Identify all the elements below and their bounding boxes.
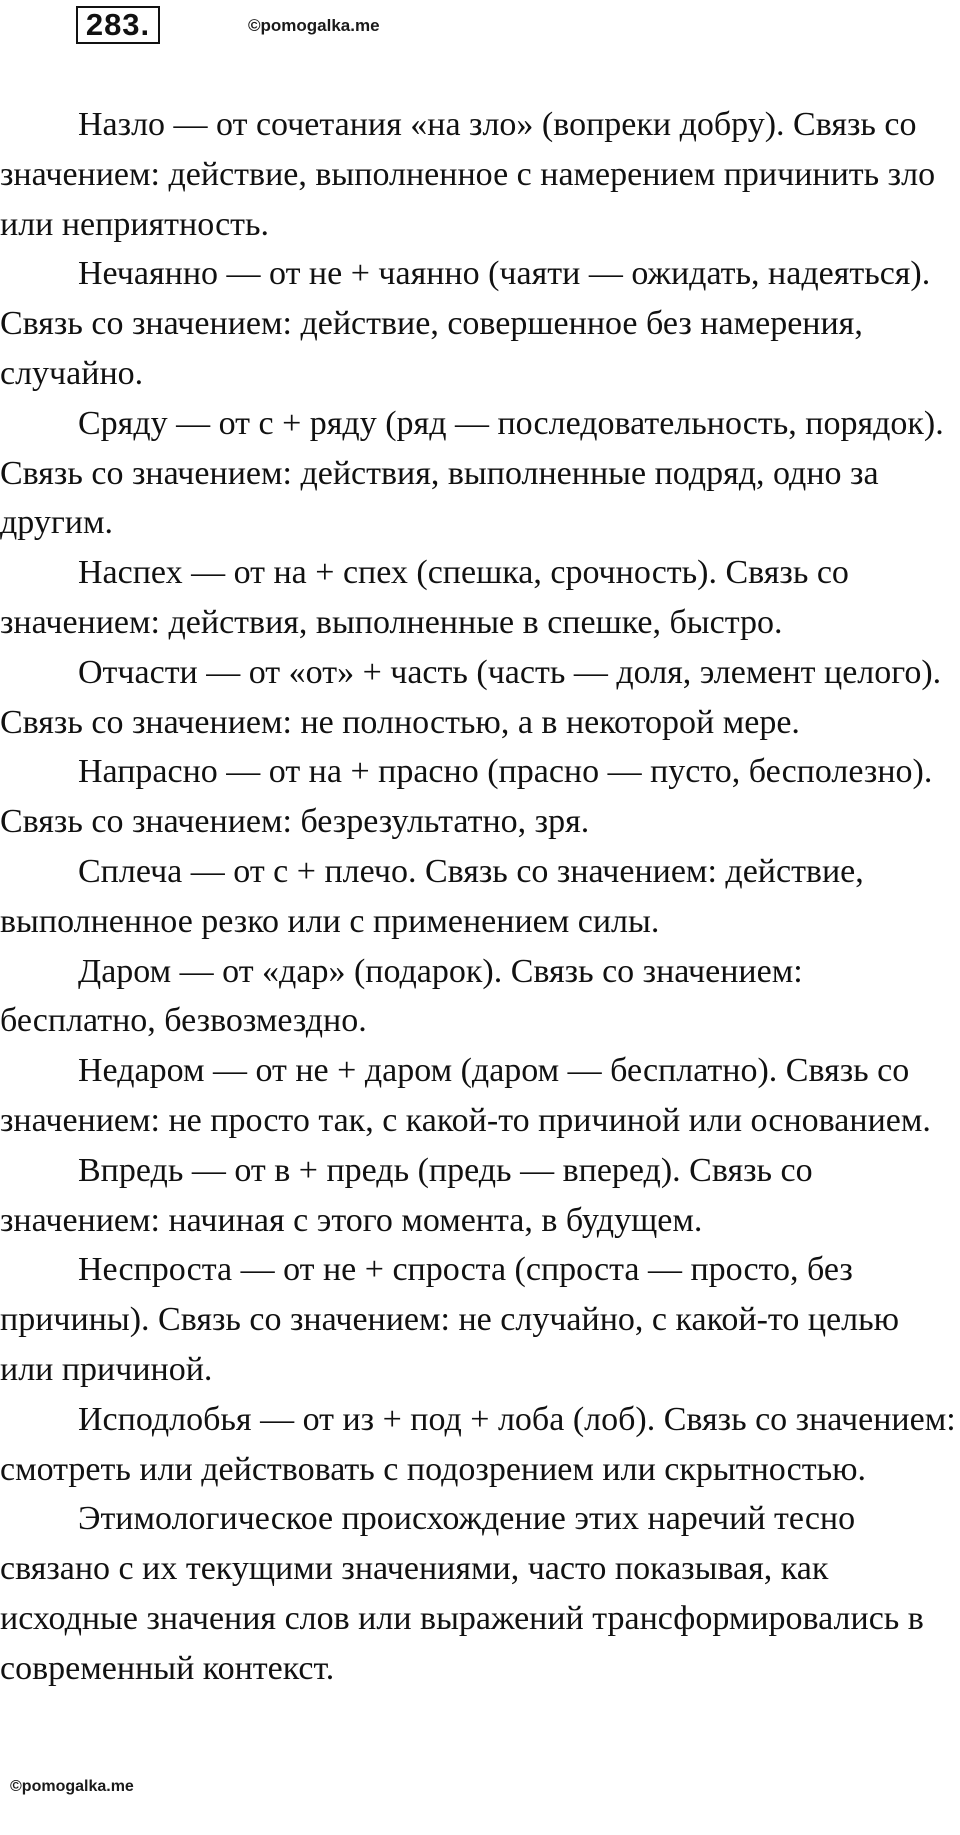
paragraph-naspeh: Наспех — от на + спех (спешка, срочность). Связь со значением: действия, выполненные в спешке, быстро. bbox=[0, 554, 849, 641]
answer-text bbox=[0, 100, 958, 1694]
paragraph-ispodlobya: Исподлобья — от из + под + лоба (лоб). Связь со значением: смотреть или действовать с подозрением или скрытностью. bbox=[0, 1400, 956, 1488]
watermark-top: ©pomogalka.me bbox=[248, 16, 380, 35]
paragraph-sryadu: Сряду — от с + ряду (ряд — последовательность, порядок). Связь со значением: действия, выполненные подряд, одно за другим. bbox=[0, 404, 944, 542]
watermark-bottom: ©pomogalka.me bbox=[10, 1778, 134, 1795]
paragraph-nechayanno: Нечаянно — от не + чаянно (чаяти — ожидать, надеяться). Связь со значением: действие, совершенное без намерения, случайно. bbox=[0, 255, 931, 392]
paragraph-darom: Даром — от «дар» (подарок). Связь со значением: бесплатно, безвозмездно. bbox=[0, 952, 803, 1040]
paragraph-conclusion: Этимологическое происхождение этих наречий тесно связано с их текущими значениями, часто показывая, как исходные значения слов или выражений трансформировались в современный контекст. bbox=[0, 1500, 924, 1687]
exercise-number: 283. bbox=[76, 6, 160, 44]
paragraph-otchasti: Отчасти — от «от» + часть (часть — доля, элемент целого). Связь со значением: не полностью, а в некоторой мере. bbox=[0, 653, 942, 741]
paragraph-nesprosta: Неспроста — от не + спроста (спроста — просто, без причины). Связь со значением: не случайно, с какой-то целью или причиной. bbox=[0, 1251, 899, 1388]
paragraph-naprasno: Напрасно — от на + прасно (прасно — пусто, бесполезно). Связь со значением: безрезультатно, зря. bbox=[0, 753, 933, 841]
paragraph-nedarom: Недаром — от не + даром (даром — бесплатно). Связь со значением: не просто так, с какой-то причиной или основанием. bbox=[0, 1052, 931, 1139]
paragraph-splecha: Сплеча — от с + плечо. Связь со значением: действие, выполненное резко или с применением силы. bbox=[0, 852, 864, 940]
paragraph-vpred: Впредь — от в + предь (предь — вперед). Связь со значением: начиная с этого момента, в будущем. bbox=[0, 1151, 813, 1239]
paragraph-nazlo: Назло — от сочетания «на зло» (вопреки добру). Связь со значением: действие, выполненное с намерением причинить зло или неприятность. bbox=[0, 106, 936, 243]
